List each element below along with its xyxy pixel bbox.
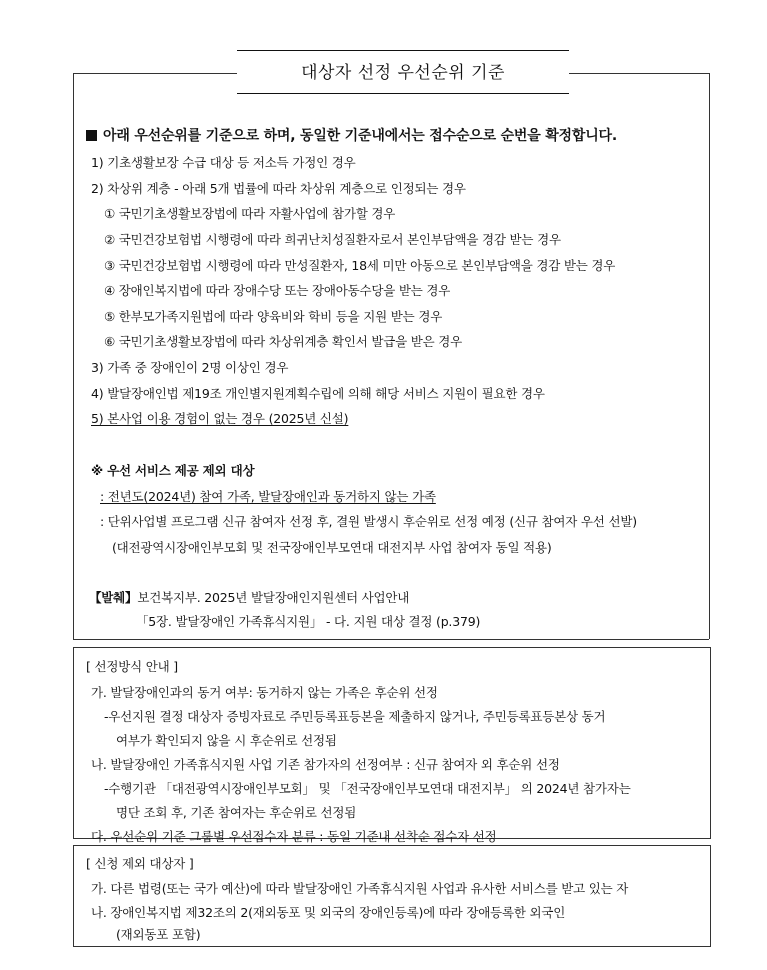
priority-subitem-1: ① 국민기초생활보장법에 따라 자활사업에 참가할 경우 — [104, 206, 396, 221]
title-top-rule — [237, 50, 569, 51]
section1-top-border-left — [73, 73, 237, 74]
exclusion-heading: ※ 우선 서비스 제공 제외 대상 — [91, 463, 255, 478]
section2-heading: [ 선정방식 안내 ] — [86, 659, 178, 674]
source-citation — [89, 588, 409, 606]
black-square-icon — [86, 130, 97, 141]
section1-bottom-border — [73, 639, 709, 640]
source-detail: 「5장. 발달장애인 가족휴식지원」 - 다. 지원 대상 결정 (p.379) — [136, 614, 481, 629]
priority-subitem-4: ④ 장애인복지법에 따라 장애수당 또는 장애아동수당을 받는 경우 — [104, 283, 451, 298]
section2-line-7: 다. 우선순위 기준 그룹별 우선접수자 분류 : 동일 기준내 선착순 접수자 선정 — [91, 829, 497, 844]
section2-line-4: 나. 발달장애인 가족휴식지원 사업 기존 참가자의 선정여부 : 신규 참여자 외 후순위 선정 — [91, 757, 560, 772]
section3-line-1: 가. 다른 법령(또는 국가 예산)에 따라 발달장애인 가족휴식지원 사업과 유사한 서비스를 받고 있는 자 — [91, 881, 629, 896]
section1-right-border — [709, 73, 710, 639]
priority-item-1: 1) 기초생활보장 수급 대상 등 저소득 가정인 경우 — [91, 155, 356, 170]
section2-line-6: 명단 조회 후, 기존 참여자는 후순위로 선정됨 — [116, 805, 357, 820]
section2-line-3: 여부가 확인되지 않을 시 후순위로 선정됨 — [116, 733, 337, 748]
page-title: 대상자 선정 우선순위 기준 — [301, 63, 505, 83]
priority-item-4: 4) 발달장애인법 제19조 개인별지원계획수립에 의해 해당 서비스 지원이 필요한 경우 — [91, 386, 545, 401]
exclusion-line-2: : 단위사업별 프로그램 신규 참여자 선정 후, 결원 발생시 후순위로 선정 예정 (신규 참여자 우선 선발) — [100, 514, 637, 529]
priority-subitem-6: ⑥ 국민기초생활보장법에 따라 차상위계층 확인서 발급을 받은 경우 — [104, 334, 463, 349]
section2-line-2: -우선지원 결정 대상자 증빙자료로 주민등록표등본을 제출하지 않거나, 주민등록표등본상 동거 — [104, 709, 606, 724]
section1-heading: 아래 우선순위를 기준으로 하며, 동일한 기준내에서는 접수순으로 순번을 확정합니다. — [86, 125, 617, 145]
priority-item-3: 3) 가족 중 장애인이 2명 이상인 경우 — [91, 360, 289, 375]
priority-item-5: 5) 본사업 이용 경험이 없는 경우 (2025년 신설) — [91, 411, 349, 426]
section3-line-3: (재외동포 포함) — [116, 927, 201, 942]
section2-line-5: -수행기관 「대전광역시장애인부모회」 및 「전국장애인부모연대 대전지부」 의 2024년 참가자는 — [104, 781, 631, 796]
priority-subitem-2: ② 국민건강보험법 시행령에 따라 희귀난치성질환자로서 본인부담액을 경감 받는 경우 — [104, 232, 561, 247]
section1-top-border-right — [569, 73, 709, 74]
priority-subitem-3: ③ 국민건강보험법 시행령에 따라 만성질환자, 18세 미만 아동으로 본인부담액을 경감 받는 경우 — [104, 258, 616, 273]
exclusion-line-3: (대전광역시장애인부모회 및 전국장애인부모연대 대전지부 사업 참여자 동일 적용) — [112, 540, 552, 555]
source-text: 보건복지부. 2025년 발달장애인지원센터 사업안내 — [137, 590, 410, 605]
exclusion-line-1: : 전년도(2024년) 참여 가족, 발달장애인과 동거하지 않는 가족 — [100, 489, 436, 504]
title-bottom-rule — [237, 93, 569, 94]
section3-line-2: 나. 장애인복지법 제32조의 2(재외동포 및 외국의 장애인등록)에 따라 장애등록한 외국인 — [91, 905, 566, 920]
source-label: 【발췌】 — [89, 590, 138, 605]
priority-subitem-5: ⑤ 한부모가족지원법에 따라 양육비와 학비 등을 지원 받는 경우 — [104, 309, 443, 324]
section1-left-border — [73, 73, 74, 639]
section2-line-1: 가. 발달장애인과의 동거 여부: 동거하지 않는 가족은 후순위 선정 — [91, 685, 438, 700]
section3-heading: [ 신청 제외 대상자 ] — [86, 856, 194, 871]
priority-item-2: 2) 차상위 계층 - 아래 5개 법률에 따라 차상위 계층으로 인정되는 경우 — [91, 181, 466, 196]
